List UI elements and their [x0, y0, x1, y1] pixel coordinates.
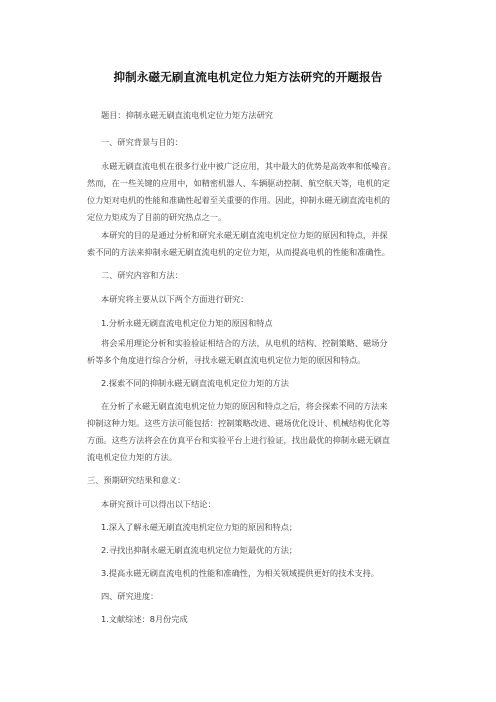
section-heading-results: 三、预期研究结果和意义： — [87, 475, 186, 485]
paragraph-line: 流电机定位力矩的方法。 — [87, 452, 178, 462]
paragraph-line: 将会采用理论分析和实验验证相结合的方法，从电机的结构、控制策略、磁场分 — [101, 338, 388, 348]
list-item: 2.寻找出抑制永磁无刷直流电机定位力矩最优的方法； — [101, 545, 298, 555]
list-item: 1.深入了解永磁无刷直流电机定位力矩的原因和特点； — [101, 522, 298, 532]
document-title: 抑制永磁无刷直流电机定位力矩方法研究的开题报告 — [113, 70, 383, 84]
section-heading-progress: 四、研究进度： — [101, 591, 159, 601]
subject-line: 题目：抑制永磁无刷直流电机定位力矩方法研究 — [101, 110, 273, 120]
paragraph-line: 本研究预计可以得出以下结论： — [101, 499, 216, 509]
list-item: 3.提高永磁无刷直流电机的性能和准确性，为相关领域提供更好的技术支持。 — [101, 568, 380, 578]
list-item-title: 2.探索不同的抑制永磁无刷直流电机定位力矩的方法 — [101, 378, 289, 388]
section-heading-methods: 二、研究内容和方法： — [101, 270, 183, 280]
paragraph-line: 永磁无刷直流电机在很多行业中被广泛应用，其中最大的优势是高效率和低噪音。 — [101, 161, 396, 171]
paragraph-line: 定位力矩成为了目前的研究热点之一。 — [87, 212, 227, 222]
section-heading-background: 一、研究背景与目的： — [101, 137, 183, 147]
paragraph-line: 然而，在一些关键的应用中，如精密机器人、车辆驱动控制、航空航天等，电机的定 — [87, 178, 390, 188]
paragraph-line: 位力矩对电机的性能和准确性起着至关重要的作用。因此，抑制永磁无刷直流电机的 — [87, 195, 390, 205]
paragraph-line: 方面。这些方法将会在仿真平台和实验平台上进行验证，找出最优的抑制永磁无刷直 — [87, 435, 390, 445]
paragraph-line: 抑制这种力矩。这些方法可能包括：控制策略改进、磁场优化设计、机械结构优化等 — [87, 418, 390, 428]
paragraph-line: 在分析了永磁无刷直流电机定位力矩的原因和特点之后，将会探索不同的方法来 — [101, 401, 388, 411]
paragraph-line: 索不同的方法来抑制永磁无刷直流电机的定位力矩，从而提高电机的性能和准确性。 — [87, 247, 390, 257]
paragraph-line: 本研究将主要从以下两个方面进行研究： — [101, 294, 249, 304]
paragraph-line: 析等多个角度进行综合分析，寻找永磁无刷直流电机定位力矩的原因和特点。 — [87, 355, 366, 365]
list-item-title: 1.分析永磁无刷直流电机定位力矩的原因和特点 — [101, 318, 273, 328]
paragraph-line: 本研究的目的是通过分析和研究永磁无刷直流电机定位力矩的原因和特点，并探 — [101, 230, 388, 240]
list-item: 1.文献综述：8月份完成 — [101, 614, 188, 624]
